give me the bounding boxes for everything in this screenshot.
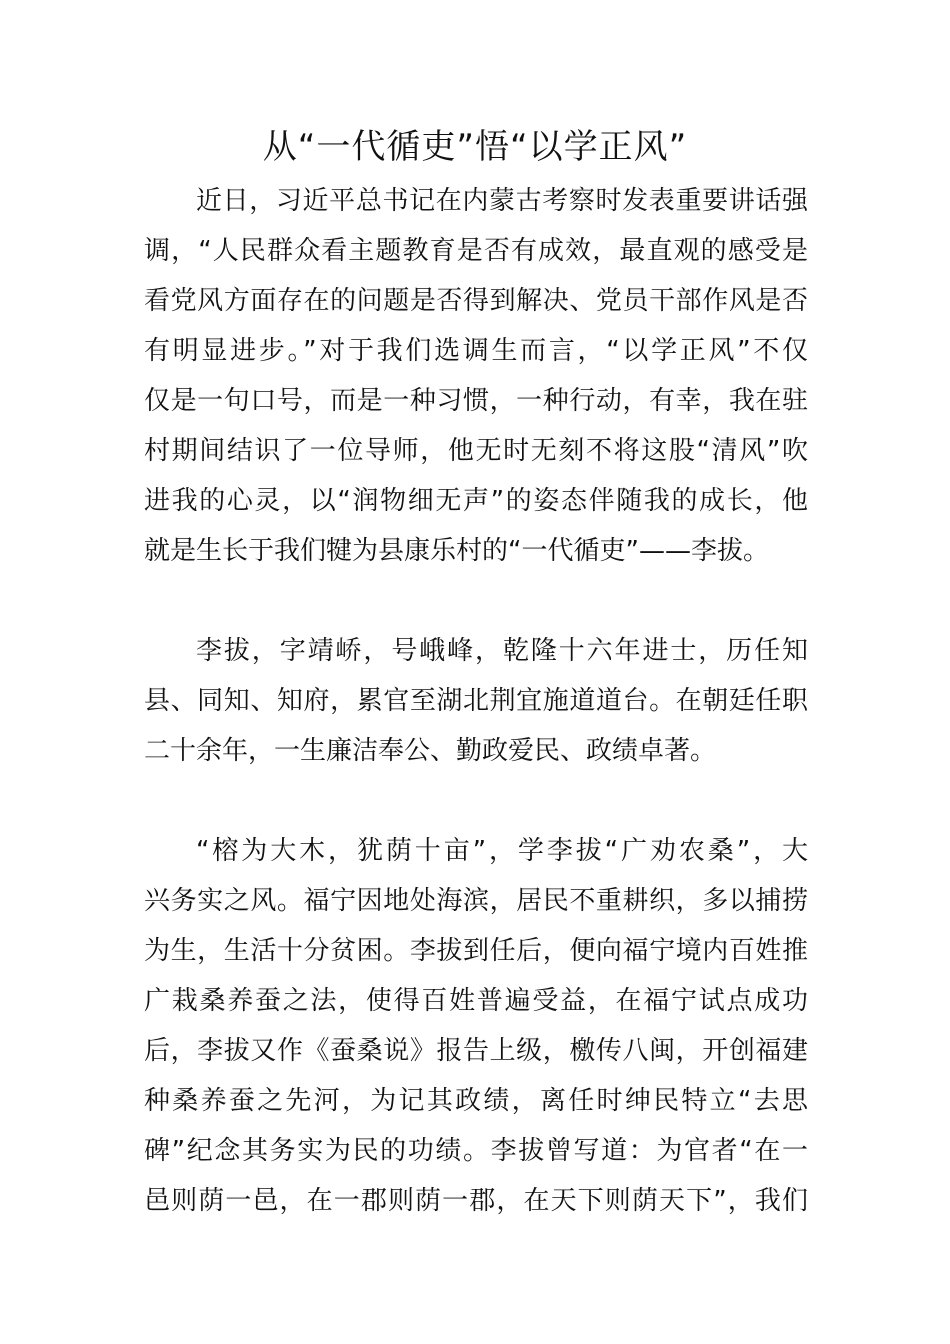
text-line: 李拔，字靖峤，号峨峰，乾隆十六年进士，历任知: [196, 636, 808, 666]
text-line: 为生，生活十分贫困。李拔到任后，便向福宁境内百姓推: [144, 936, 808, 966]
text-line: 县、同知、知府，累官至湖北荆宜施道道台。在朝廷任职: [144, 686, 808, 716]
text-line: 看党风方面存在的问题是否得到解决、党员干部作风是否: [144, 286, 808, 316]
text-line: 村期间结识了一位导师，他无时无刻不将这股“清风”吹: [144, 436, 808, 466]
text-line: 广栽桑养蚕之法，使得百姓普遍受益，在福宁试点成功: [144, 986, 808, 1016]
text-line: 进我的心灵，以“润物细无声”的姿态伴随我的成长，他: [144, 486, 808, 516]
text-line: 种桑养蚕之先河，为记其政绩，离任时绅民特立“去思: [144, 1086, 808, 1116]
text-line: 调，“人民群众看主题教育是否有成效，最直观的感受是: [144, 236, 808, 266]
text-line: 后，李拔又作《蚕桑说》报告上级，檄传八闽，开创福建: [144, 1036, 808, 1066]
text-line: 近日，习近平总书记在内蒙古考察时发表重要讲话强: [196, 186, 808, 216]
paragraph-spacer: [144, 776, 808, 826]
paragraph-2: [144, 626, 808, 776]
text-line: 兴务实之风。福宁因地处海滨，居民不重耕织，多以捕捞: [144, 886, 808, 916]
document-body: [144, 176, 808, 1226]
text-line: 有明显进步。”对于我们选调生而言，“以学正风”不仅: [144, 336, 808, 366]
document-title: 从“一代循吏”悟“以学正风”: [262, 127, 688, 167]
paragraph-spacer: [144, 576, 808, 626]
text-line: 邑则荫一邑，在一郡则荫一郡，在天下则荫天下”，我们: [144, 1186, 808, 1216]
paragraph-1: [144, 176, 808, 576]
text-line: 碑”纪念其务实为民的功绩。李拔曾写道：为官者“在一: [144, 1136, 808, 1166]
text-line: 仅是一句口号，而是一种习惯，一种行动，有幸，我在驻: [144, 386, 808, 416]
paragraph-3: [144, 826, 808, 1226]
text-line: 二十余年，一生廉洁奉公、勤政爱民、政绩卓著。: [144, 736, 717, 766]
text-line: “榕为大木，犹荫十亩”，学李拔“广劝农桑”，大: [196, 836, 808, 866]
text-line: 就是生长于我们犍为县康乐村的“一代循吏”——李拔。: [144, 536, 769, 566]
